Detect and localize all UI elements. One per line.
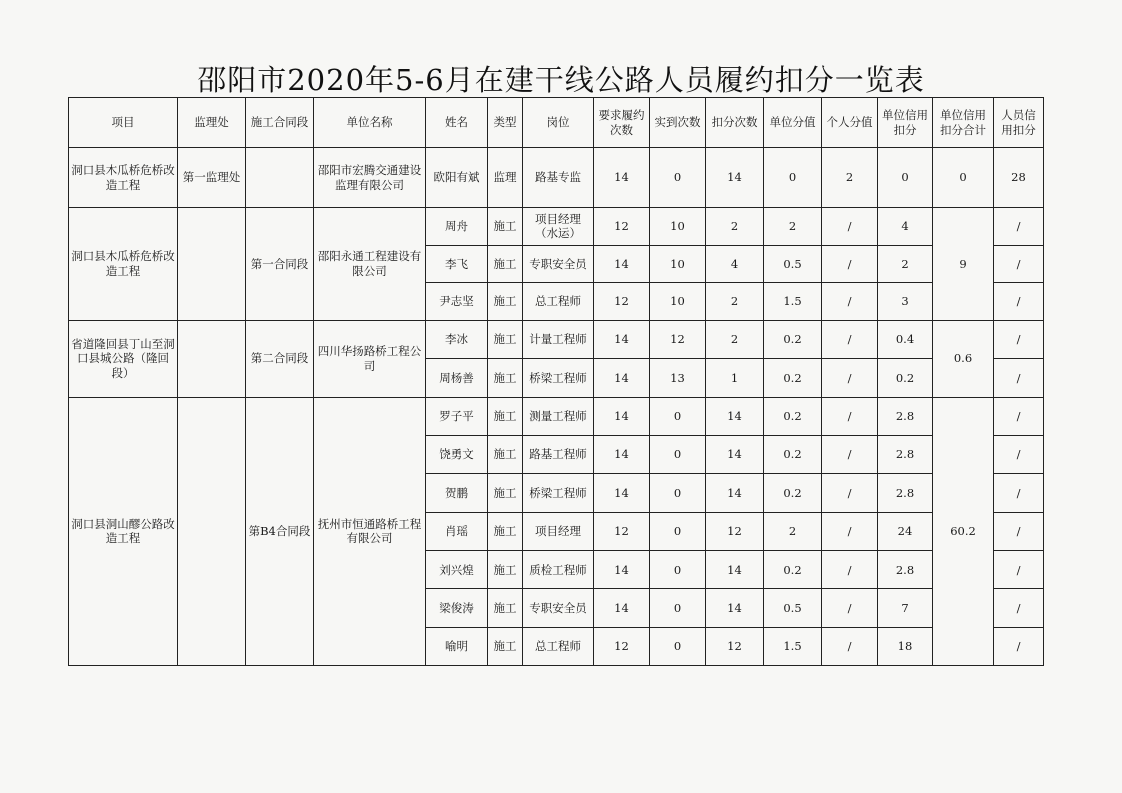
name-cell: 周杨善 (426, 359, 488, 398)
section-cell: 第B4合同段 (246, 397, 314, 666)
unit-credit-cell: 2.8 (878, 551, 933, 589)
person-credit-cell: / (994, 627, 1044, 665)
required-cell: 14 (594, 245, 650, 283)
unit-credit-cell: 2 (878, 245, 933, 283)
office-cell (178, 397, 246, 666)
unit-credit-cell: 2.8 (878, 474, 933, 512)
table-row (69, 148, 1044, 208)
person-value-cell: / (822, 474, 878, 512)
deduct-cell: 14 (706, 148, 764, 208)
deduct-cell: 14 (706, 551, 764, 589)
deduct-cell: 14 (706, 589, 764, 627)
type-cell: 施工 (488, 474, 523, 512)
person-value-cell: / (822, 627, 878, 665)
col-header-unit-total: 单位信用扣分合计 (933, 98, 994, 148)
unit-cell: 邵阳市宏腾交通建设监理有限公司 (314, 148, 426, 208)
actual-cell: 0 (650, 512, 706, 550)
name-cell: 梁俊涛 (426, 589, 488, 627)
post-cell: 路基工程师 (523, 435, 594, 473)
required-cell: 12 (594, 208, 650, 246)
col-header-post: 岗位 (523, 98, 594, 148)
col-header-person-value: 个人分值 (822, 98, 878, 148)
person-value-cell: / (822, 435, 878, 473)
actual-cell: 10 (650, 245, 706, 283)
office-cell (178, 208, 246, 321)
actual-cell: 13 (650, 359, 706, 398)
col-header-unit: 单位名称 (314, 98, 426, 148)
deduct-cell: 12 (706, 627, 764, 665)
post-cell: 项目经理 (523, 512, 594, 550)
deduct-cell: 4 (706, 245, 764, 283)
name-cell: 李飞 (426, 245, 488, 283)
unit-value-cell: 0.2 (764, 551, 822, 589)
unit-cell: 邵阳永通工程建设有限公司 (314, 208, 426, 321)
deduct-cell: 2 (706, 208, 764, 246)
required-cell: 14 (594, 359, 650, 398)
office-cell: 第一监理处 (178, 148, 246, 208)
table-row (69, 397, 1044, 435)
actual-cell: 0 (650, 474, 706, 512)
section-cell: 第二合同段 (246, 320, 314, 397)
required-cell: 12 (594, 283, 650, 321)
unit-credit-cell: 2.8 (878, 397, 933, 435)
unit-credit-cell: 18 (878, 627, 933, 665)
unit-credit-cell: 7 (878, 589, 933, 627)
col-header-type: 类型 (488, 98, 523, 148)
name-cell: 尹志坚 (426, 283, 488, 321)
person-credit-cell: / (994, 435, 1044, 473)
type-cell: 施工 (488, 435, 523, 473)
name-cell: 贺鹏 (426, 474, 488, 512)
type-cell: 施工 (488, 551, 523, 589)
unit-total-cell: 9 (933, 208, 994, 321)
person-value-cell: / (822, 512, 878, 550)
unit-value-cell: 1.5 (764, 283, 822, 321)
page-title: 邵阳市2020年5-6月在建干线公路人员履约扣分一览表 (197, 63, 925, 97)
unit-credit-cell: 4 (878, 208, 933, 246)
person-credit-cell: / (994, 359, 1044, 398)
deduct-cell: 2 (706, 283, 764, 321)
deduct-cell: 14 (706, 397, 764, 435)
project-cell: 省道隆回县丁山至洞口县城公路（隆回段） (69, 320, 178, 397)
deduct-cell: 2 (706, 320, 764, 359)
deduct-cell: 1 (706, 359, 764, 398)
col-header-deduct-times: 扣分次数 (706, 98, 764, 148)
required-cell: 14 (594, 397, 650, 435)
type-cell: 施工 (488, 283, 523, 321)
unit-value-cell: 2 (764, 208, 822, 246)
required-cell: 14 (594, 589, 650, 627)
deduct-cell: 14 (706, 435, 764, 473)
section-cell (246, 148, 314, 208)
post-cell: 专职安全员 (523, 245, 594, 283)
unit-credit-cell: 0.4 (878, 320, 933, 359)
actual-cell: 12 (650, 320, 706, 359)
col-header-unit-value: 单位分值 (764, 98, 822, 148)
unit-total-cell: 0.6 (933, 320, 994, 397)
type-cell: 施工 (488, 627, 523, 665)
actual-cell: 0 (650, 551, 706, 589)
person-credit-cell: / (994, 320, 1044, 359)
table-row (69, 320, 1044, 359)
required-cell: 14 (594, 435, 650, 473)
type-cell: 监理 (488, 148, 523, 208)
col-header-name: 姓名 (426, 98, 488, 148)
required-cell: 12 (594, 512, 650, 550)
unit-value-cell: 0.5 (764, 245, 822, 283)
col-header-office: 监理处 (178, 98, 246, 148)
post-cell: 专职安全员 (523, 589, 594, 627)
unit-value-cell: 1.5 (764, 627, 822, 665)
person-value-cell: / (822, 397, 878, 435)
unit-cell: 四川华扬路桥工程公司 (314, 320, 426, 397)
section-cell: 第一合同段 (246, 208, 314, 321)
actual-cell: 0 (650, 148, 706, 208)
actual-cell: 10 (650, 283, 706, 321)
col-header-person-credit: 人员信用扣分 (994, 98, 1044, 148)
actual-cell: 10 (650, 208, 706, 246)
unit-value-cell: 0.2 (764, 397, 822, 435)
actual-cell: 0 (650, 589, 706, 627)
person-credit-cell: / (994, 397, 1044, 435)
unit-credit-cell: 24 (878, 512, 933, 550)
actual-cell: 0 (650, 627, 706, 665)
unit-value-cell: 0.2 (764, 435, 822, 473)
type-cell: 施工 (488, 512, 523, 550)
actual-cell: 0 (650, 435, 706, 473)
type-cell: 施工 (488, 397, 523, 435)
deduction-table (68, 97, 1044, 666)
name-cell: 欧阳有斌 (426, 148, 488, 208)
person-value-cell: / (822, 283, 878, 321)
col-header-required: 要求履约次数 (594, 98, 650, 148)
col-header-unit-credit: 单位信用扣分 (878, 98, 933, 148)
name-cell: 饶勇文 (426, 435, 488, 473)
type-cell: 施工 (488, 359, 523, 398)
deduct-cell: 12 (706, 512, 764, 550)
person-credit-cell: / (994, 283, 1044, 321)
unit-credit-cell: 0 (878, 148, 933, 208)
project-cell: 洞口县木瓜桥危桥改造工程 (69, 208, 178, 321)
post-cell: 桥梁工程师 (523, 359, 594, 398)
unit-cell: 抚州市恒通路桥工程有限公司 (314, 397, 426, 666)
required-cell: 14 (594, 551, 650, 589)
person-credit-cell: / (994, 208, 1044, 246)
unit-value-cell: 0.2 (764, 320, 822, 359)
unit-value-cell: 0 (764, 148, 822, 208)
type-cell: 施工 (488, 208, 523, 246)
header-row (69, 98, 1044, 148)
post-cell: 总工程师 (523, 627, 594, 665)
post-cell: 测量工程师 (523, 397, 594, 435)
office-cell (178, 320, 246, 397)
person-credit-cell: / (994, 245, 1044, 283)
type-cell: 施工 (488, 245, 523, 283)
person-value-cell: / (822, 589, 878, 627)
col-header-actual: 实到次数 (650, 98, 706, 148)
name-cell: 肖瑶 (426, 512, 488, 550)
unit-total-cell: 0 (933, 148, 994, 208)
unit-value-cell: 0.2 (764, 474, 822, 512)
person-credit-cell: / (994, 512, 1044, 550)
person-value-cell: / (822, 359, 878, 398)
required-cell: 14 (594, 474, 650, 512)
post-cell: 项目经理（水运） (523, 208, 594, 246)
name-cell: 罗子平 (426, 397, 488, 435)
type-cell: 施工 (488, 589, 523, 627)
unit-total-cell: 60.2 (933, 397, 994, 666)
project-cell: 洞口县洞山醪公路改造工程 (69, 397, 178, 666)
post-cell: 计量工程师 (523, 320, 594, 359)
required-cell: 14 (594, 148, 650, 208)
required-cell: 14 (594, 320, 650, 359)
table-row (69, 208, 1044, 246)
post-cell: 总工程师 (523, 283, 594, 321)
name-cell: 刘兴煌 (426, 551, 488, 589)
person-value-cell: / (822, 320, 878, 359)
person-credit-cell: / (994, 551, 1044, 589)
col-header-project: 项目 (69, 98, 178, 148)
name-cell: 周舟 (426, 208, 488, 246)
person-credit-cell: 28 (994, 148, 1044, 208)
person-credit-cell: / (994, 474, 1044, 512)
unit-credit-cell: 2.8 (878, 435, 933, 473)
person-credit-cell: / (994, 589, 1044, 627)
unit-credit-cell: 3 (878, 283, 933, 321)
person-value-cell: 2 (822, 148, 878, 208)
unit-value-cell: 0.2 (764, 359, 822, 398)
person-value-cell: / (822, 208, 878, 246)
unit-credit-cell: 0.2 (878, 359, 933, 398)
name-cell: 李冰 (426, 320, 488, 359)
post-cell: 路基专监 (523, 148, 594, 208)
col-header-section: 施工合同段 (246, 98, 314, 148)
unit-value-cell: 2 (764, 512, 822, 550)
post-cell: 质检工程师 (523, 551, 594, 589)
project-cell: 洞口县木瓜桥危桥改造工程 (69, 148, 178, 208)
person-value-cell: / (822, 551, 878, 589)
deduct-cell: 14 (706, 474, 764, 512)
actual-cell: 0 (650, 397, 706, 435)
required-cell: 12 (594, 627, 650, 665)
type-cell: 施工 (488, 320, 523, 359)
name-cell: 喻明 (426, 627, 488, 665)
post-cell: 桥梁工程师 (523, 474, 594, 512)
person-value-cell: / (822, 245, 878, 283)
unit-value-cell: 0.5 (764, 589, 822, 627)
